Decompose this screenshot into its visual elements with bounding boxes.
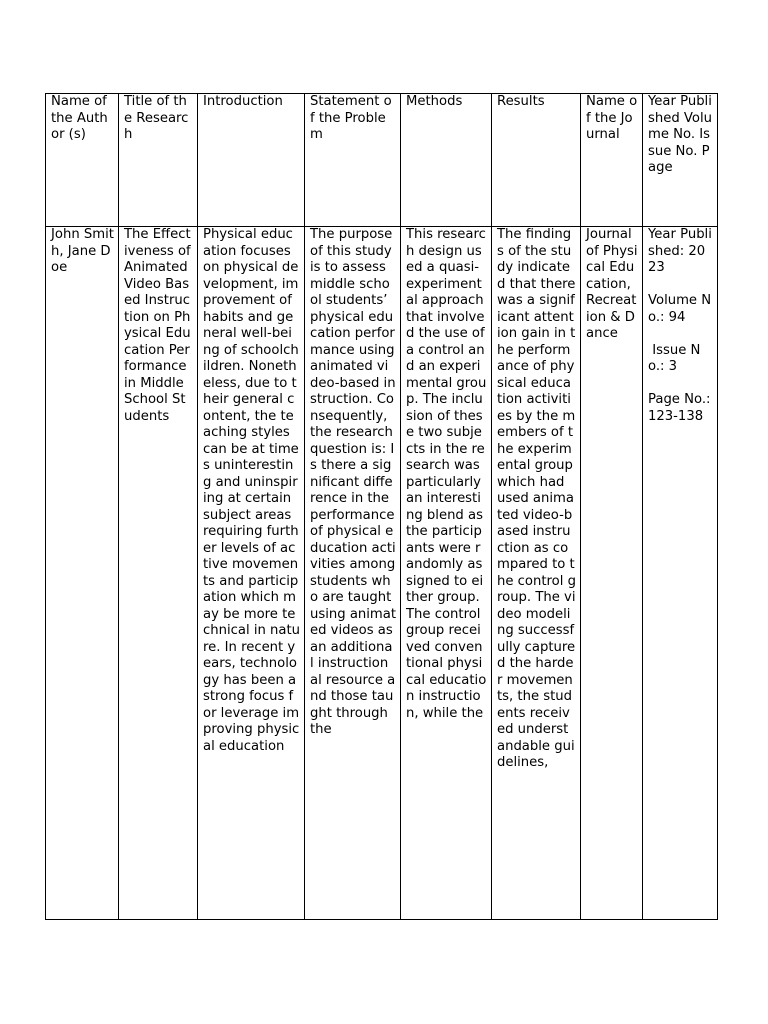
journal-text: Journal of Physical Education, Recreation & Dance	[586, 227, 638, 341]
cell-journal	[581, 227, 643, 920]
header-title-text: Title of the Research	[124, 94, 189, 142]
header-methods-text: Methods	[406, 94, 463, 109]
header-publication	[643, 94, 718, 227]
header-author-text: Name of the Author (s)	[51, 94, 112, 142]
author-text: John Smith, Jane Doe	[51, 227, 114, 275]
table-header-row	[46, 94, 718, 227]
header-problem	[305, 94, 401, 227]
publication-text: Year Published: 2023 Volume No.: 94 Issue No.: 3 Page No.: 123-138	[648, 227, 712, 424]
header-publication-text: Year Published Volume No. Issue No. Page	[648, 94, 712, 175]
literature-review-table	[45, 93, 718, 920]
cell-introduction	[198, 227, 305, 920]
header-title	[119, 94, 198, 227]
table-row	[46, 227, 718, 920]
header-journal-text: Name of the Journal	[586, 94, 638, 142]
header-journal	[581, 94, 643, 227]
header-results-text: Results	[497, 94, 545, 109]
problem-text: The purpose of this study is to assess middle school students’ physical education performance using animated video-based instruction. Consequently, the research question is: Is there a significant difference in the performance of physical education activities among students who are taught using animated videos as an additional instructional resource and those taught through the	[310, 227, 400, 737]
header-methods	[401, 94, 492, 227]
title-text: The Effectiveness of Animated Video Based Instruction on Physical Education Performance in Middle School Students	[124, 227, 195, 424]
header-introduction-text: Introduction	[203, 94, 283, 109]
cell-author	[46, 227, 119, 920]
cell-results	[492, 227, 581, 920]
results-text: The findings of the study indicated that there was a significant attention gain in the performance of physical education activities by the members of the experimental group which had used animated video-based instruction as compared to the control group. The video modeling successfully captured the harder movements, the students received understandable guidelines,	[497, 227, 580, 770]
header-problem-text: Statement of the Problem	[310, 94, 392, 142]
methods-text: This research design used a quasi-experimental approach that involved the use of a control and an experimental group. The inclusion of these two subjects in the research was particularly an interesting blend as the participants were randomly assigned to either group. The control group received conventional physical education instruction, while the	[406, 227, 489, 721]
introduction-text: Physical education focuses on physical development, improvement of habits and general well-being of schoolchildren. Nonetheless, due to their general content, the teaching styles can be at times uninteresting and uninspiring at certain subject areas requiring further levels of active movements and participation which may be more technical in nature. In recent years, technology has been a strong focus for leverage improving physical education	[203, 227, 301, 754]
cell-publication	[643, 227, 718, 920]
cell-title	[119, 227, 198, 920]
cell-problem	[305, 227, 401, 920]
header-author	[46, 94, 119, 227]
header-introduction	[198, 94, 305, 227]
header-results	[492, 94, 581, 227]
cell-methods	[401, 227, 492, 920]
